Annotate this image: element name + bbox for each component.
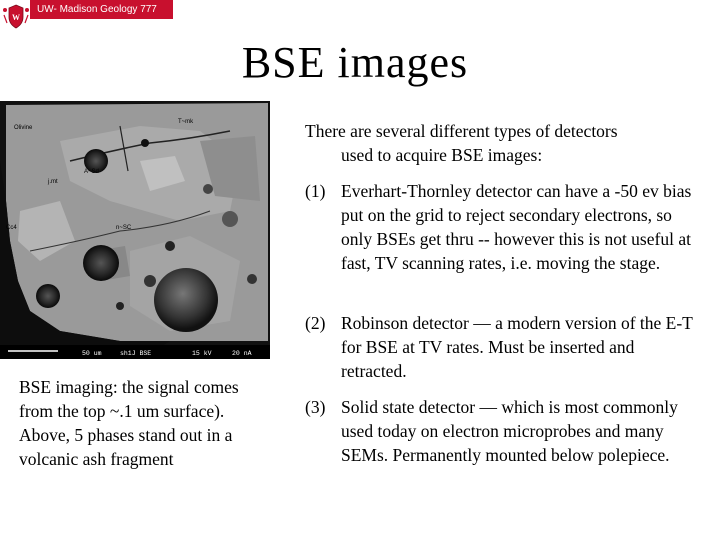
list-item-number: (3) bbox=[305, 397, 326, 417]
list-item-text: Robinson detector — a modern version of the E-T for BSE at TV rates. Must be inserted and retracted. bbox=[341, 313, 693, 381]
figure-kv-text: 15 kV bbox=[192, 350, 212, 357]
intro-text bbox=[305, 119, 705, 167]
figure-label-mid1: A~Sd bbox=[84, 169, 99, 175]
list-item-text: Solid state detector — which is most commonly used today on electron microprobes and many SEMs. Permanently mounted below polepiece. bbox=[341, 397, 678, 465]
course-banner: UW- Madison Geology 777 bbox=[30, 0, 173, 19]
bse-micrograph-image bbox=[0, 101, 270, 359]
figure-na-text: 20 nA bbox=[232, 350, 252, 357]
figure-label-left-low: Cc4 bbox=[6, 225, 17, 231]
list-item-number: (2) bbox=[305, 313, 326, 333]
figure-scale-text: 50 um bbox=[82, 350, 102, 357]
svg-text:W: W bbox=[12, 13, 20, 22]
list-item-number: (1) bbox=[305, 181, 326, 201]
uw-crest-logo bbox=[1, 1, 31, 31]
figure-label-left-mid: j.mt bbox=[48, 179, 58, 185]
figure-sample-text: sh1J BSE bbox=[120, 350, 152, 357]
figure-caption: BSE imaging: the signal comes from the top ~.1 um surface). Above, 5 phases stand out in a volcanic ash fragment bbox=[19, 377, 239, 469]
figure-label-mid2: n~SC bbox=[116, 225, 132, 231]
figure-label-upper-right: T~mk bbox=[178, 119, 194, 125]
intro-line-1: There are several different types of detectors bbox=[305, 121, 618, 141]
intro-line-2: used to acquire BSE images: bbox=[341, 145, 543, 165]
figure-label-olivine: Olivine bbox=[14, 125, 33, 131]
list-item-text: Everhart-Thornley detector can have a -50 ev bias put on the grid to reject secondary electrons, so only BSEs get thru -- however this is not useful at fast, TV scanning rates, i.e. moving the stage. bbox=[341, 181, 692, 273]
slide-title: BSE images bbox=[241, 38, 469, 87]
